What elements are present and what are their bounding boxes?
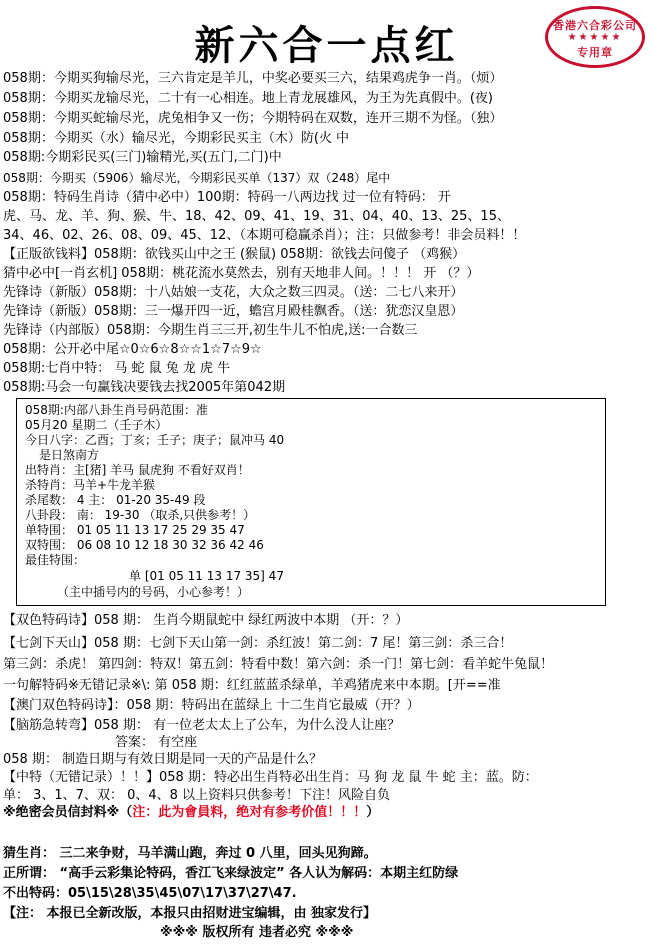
prediction-line: 【正版欲钱料】058期：欲钱买山中之王 (猴鼠) 058期：欲钱去问傻子 （鸡猴）: [3, 247, 466, 262]
member-note-suffix: ）: [366, 805, 380, 820]
company-seal-stamp: [545, 6, 645, 68]
box-line: 058期:内部八卦生肖号码范围：准: [25, 403, 208, 417]
seal-bottom-text: 专用章: [577, 46, 613, 59]
prediction-line: 058期：今期买蛇输尽光，虎兔相争又一伤；今期特码在双数，连开三期不为怪。（独）: [3, 111, 503, 126]
prediction-line: 058期：今期买龙输尽光，二十有一心相连。地上青龙展雄风，为王为先真假中。(夜): [3, 91, 493, 106]
prediction-line: 先锋诗（新版）058期：十八姑娘一支花，大众之数三四灵。（送：二七八来开）: [3, 285, 464, 300]
prediction-line: 058期:马会一句赢钱决要钱去找2005年第042期: [3, 380, 286, 395]
member-note: [3, 804, 651, 822]
box-line: 最佳特围：: [25, 553, 86, 567]
box-line: 杀尾数： 4 主： 01-20 35-49 段: [25, 493, 206, 507]
prediction-line: 【中特（无错记录）！！】058 期：特必出生肖特必出生肖：马 狗 龙 鼠 牛 蛇 主：蓝。防：: [3, 770, 538, 785]
page-title: 新六合一点红: [194, 22, 459, 69]
member-note-red-text: 注：此为會員料，绝对有参考价值！！！: [132, 805, 367, 820]
box-line: 八卦段： 南： 19-30 （取杀,只供参考！）: [25, 508, 256, 522]
prediction-line: 先锋诗（内部版）058期：今期生肖三三开,初生牛儿不怕虎,送:一合数三: [3, 323, 418, 338]
prediction-line: 一句解特码※无错记录※\: 第 058 期：红红蓝蓝杀绿单，羊鸡猪虎来中本期。[开==准: [3, 678, 501, 693]
seal-stars: ★★★★★: [567, 32, 623, 43]
box-line: （主中插号内的号码，小心参考！）: [57, 585, 250, 599]
prediction-line: 猜中必中[一肖玄机] 058期：桃花流水莫然去，别有天地非人间。！！！ 开 （？）: [3, 266, 480, 281]
box-line: 双特围： 06 08 10 12 18 30 32 36 42 46: [25, 538, 264, 552]
prediction-line: 058 期： 制造日期与有效日期是同一天的产品是什么？: [3, 752, 323, 767]
prediction-line: 058期：公开必中尾☆0☆6☆8☆☆1☆7☆9☆: [3, 342, 262, 357]
box-line: 05月20 星期二（壬子木）: [25, 418, 168, 432]
member-note-prefix: ※绝密会员信封料※（: [3, 805, 133, 820]
copyright-line: ※※※ 版权所有 违者必究 ※※※: [160, 925, 354, 940]
prediction-line: 058期：今期买（水）输尽光，今期彩民买主（木）防(火 中: [3, 131, 350, 146]
box-line: 单特围： 01 05 11 13 17 25 29 35 47: [25, 523, 245, 537]
box-line: 单 [01 05 11 13 17 35] 47: [129, 569, 284, 583]
bagua-zodiac-box: [16, 398, 606, 606]
footer-line: 猜生肖： 三二来争财，马羊满山跑，奔过 0 八里，回头见狗蹄。: [3, 846, 377, 861]
prediction-line: 34、46、02、26、08、09、45、12、（本期可稳赢杀肖）；注：只做参考！非会员料！！: [3, 228, 526, 243]
box-line: 杀特肖：马羊+牛龙羊猴: [25, 478, 156, 492]
prediction-line: 058期:今期彩民买(三门)输精光,买(五门,二门)中: [3, 150, 282, 165]
prediction-line: 虎、马、龙、羊、狗、猴、牛、18、42、09、41、19、31、04、40、13、25、15、: [3, 209, 510, 224]
prediction-line: 058期：特码生肖诗（猜中必中）100期：特码一八两边找 过一位有特码： 开: [3, 190, 451, 205]
prediction-line: 058期:七肖中特： 马 蛇 鼠 兔 龙 虎 牛: [3, 361, 231, 376]
prediction-line: 第三剑：杀虎！ 第四剑：特双！第五剑：特看中数！第六剑：杀一门！第七剑：看羊蛇牛兔鼠！: [3, 657, 554, 672]
footer-line: 【注： 本报已全新改版，本报只由招财进宝编辑，由 独家发行】: [3, 906, 377, 921]
prediction-line: 058期：今期买（5906）输尽光，今期彩民买单（137）双（248）尾中: [3, 171, 391, 185]
prediction-line: 【七剑下天山】058 期：七剑下天山第一剑：杀红波！第二剑：7 尾！第三剑：杀三合！: [3, 636, 513, 651]
box-line: 是日煞南方: [39, 448, 100, 462]
prediction-line: 【脑筋急转弯】058 期： 有一位老太太上了公车，为什么没人让座？: [3, 718, 401, 733]
box-line: 出特肖：主[猪] 羊马 鼠虎狗 不看好双肖！: [25, 463, 250, 477]
riddle-answer: 答案： 有空座: [115, 735, 198, 750]
prediction-line: 【澳门双色特码诗】：058 期：特码出在蓝绿上 十二生肖它最威（开？）: [3, 698, 420, 713]
footer-line: 正所谓： “高手云彩集论特码，香江飞来绿波定” 各人认为解码：本期主红防绿: [3, 866, 459, 881]
prediction-line: 【双色特码诗】058 期： 生肖今期鼠蛇中 绿红两波中本期 （开：？）: [3, 613, 409, 628]
prediction-line: 058期：今期买狗输尽光，三六肯定是羊儿，中奖必要买三六，结果鸡虎争一肖。（烦）: [3, 71, 503, 86]
prediction-line: 先锋诗（新版）058期：三一爆开四一近，蟾宫月殿桂飘香。（送：犹恋汉皇恩）: [3, 304, 464, 319]
prediction-line: 单： 3、1、7、双： 0、4、8 以上资料只供参考！下注！风险自负: [3, 788, 391, 803]
footer-line: 不出特码：05\15\28\35\45\07\17\37\27\47.: [3, 886, 297, 901]
seal-top-text: 香港六合彩公司: [553, 19, 637, 32]
box-line: 今日八字：乙酉；丁亥；壬子；庚子；鼠冲马 40: [25, 433, 285, 447]
